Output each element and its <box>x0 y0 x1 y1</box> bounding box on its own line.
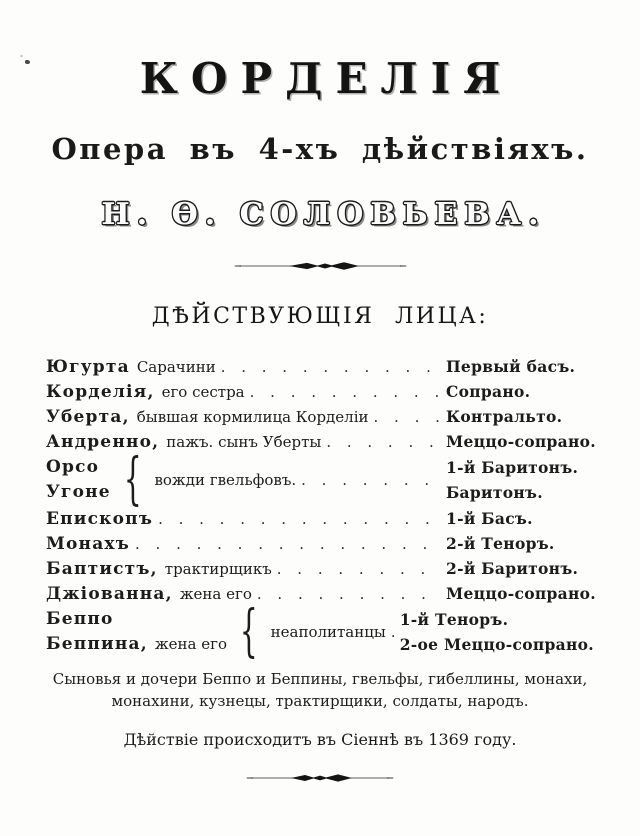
dot-leader <box>250 380 440 405</box>
voice-type: 1-й Баритонъ. <box>446 458 579 477</box>
opera-title: КОРДЕЛІЯ <box>139 54 514 103</box>
voice-type: Меццо-сопрано. <box>446 584 596 603</box>
character-name: Баптистъ, <box>46 559 158 579</box>
voice-type: 2-й Баритонъ. <box>446 559 579 578</box>
group-name-line <box>46 632 227 657</box>
voice-type: 1-й Теноръ. <box>399 610 509 629</box>
dot-leader <box>374 405 441 430</box>
voice-type: Контральто. <box>446 407 563 426</box>
voice-type: Первый басъ. <box>446 357 576 376</box>
group-brace-icon <box>115 455 151 505</box>
character-name: Корделія, <box>46 382 155 402</box>
dot-leader <box>326 430 440 455</box>
cast-group-beppo-beppina <box>46 606 594 658</box>
voice-type: 2-й Теноръ. <box>446 534 555 553</box>
composer-name: Н. Ѳ. СОЛОВЬЕВА. <box>101 197 546 232</box>
group-name-line <box>46 480 111 505</box>
character-name: Беппина, <box>46 634 148 654</box>
group-brace-icon <box>231 607 267 657</box>
character-desc: жена его <box>154 635 227 653</box>
setting-note: Дѣйствіе происходитъ въ Сіеннѣ въ 1369 году. <box>123 730 517 749</box>
ensemble-note: Сыновья и дочери Беппо и Беппины, гвельфы, гибеллины, монахи, монахини, кузнецы, трактирщики, солдаты, народъ. <box>52 670 588 710</box>
dot-leader <box>257 582 440 607</box>
character-name: Монахъ <box>46 534 130 554</box>
character-desc: жена его <box>179 585 252 603</box>
scan-speck-faint <box>20 55 23 57</box>
dot-leader <box>301 471 440 489</box>
character-desc: бывшая кормилица Корделіи <box>136 408 369 426</box>
divider-rule-icon <box>245 772 395 784</box>
group-voices <box>400 607 594 657</box>
group-names <box>46 607 227 657</box>
voice-type: 1-й Басъ. <box>446 509 533 528</box>
group-names <box>46 455 111 505</box>
voice-type: Баритонъ. <box>446 483 543 502</box>
character-desc: пажъ. сынъ Уберты <box>166 433 322 451</box>
scan-speck <box>25 60 30 64</box>
ornamental-divider-bottom <box>0 772 640 784</box>
voice-type: 2-ое Меццо-сопрано. <box>399 635 594 654</box>
character-name: Угоне <box>46 482 111 502</box>
character-name: Уберта, <box>46 407 130 427</box>
voice-type: Сопрано. <box>446 382 531 401</box>
group-label-wrap <box>269 623 400 641</box>
character-desc: трактирщикъ <box>164 560 272 578</box>
ornamental-divider-top <box>0 260 640 272</box>
character-name: Орсо <box>46 457 100 477</box>
cast-group-orso-ugone <box>46 454 594 506</box>
cast-row-monakh <box>46 531 594 556</box>
cast-row-kordeliya <box>46 379 594 404</box>
group-name-line <box>46 455 111 480</box>
cast-heading: ДѢЙСТВУЮЩІЯ ЛИЦА: <box>151 304 489 329</box>
group-name-line <box>46 607 227 632</box>
group-voices <box>446 455 594 505</box>
dot-leader <box>391 623 394 641</box>
character-name: Андренно, <box>46 432 160 452</box>
cast-row-uberta <box>46 404 594 429</box>
cast-row-baptist <box>46 556 594 581</box>
dot-leader <box>158 507 440 532</box>
character-name: Беппо <box>46 609 114 629</box>
character-desc: Сарачини <box>136 358 216 376</box>
character-name: Югурта <box>46 357 130 377</box>
divider-rule-icon <box>233 260 408 272</box>
character-name: Епископъ <box>46 509 154 529</box>
dot-leader <box>277 557 440 582</box>
group-label: неаполитанцы <box>270 623 386 641</box>
group-label-wrap <box>152 471 446 489</box>
cast-row-yugurta <box>46 354 594 379</box>
voice-type: Меццо-сопрано. <box>446 432 596 451</box>
group-label: вожди гвельфовъ. <box>154 471 297 489</box>
opera-subtitle: Опера въ 4-хъ дѣйствіяхъ. <box>51 132 589 166</box>
dot-leader <box>221 355 440 380</box>
character-name: Джіованна, <box>46 584 173 604</box>
character-desc: его сестра <box>161 383 245 401</box>
cast-list <box>46 354 594 658</box>
dot-leader <box>135 532 440 557</box>
cast-row-dzhiovanna <box>46 581 594 606</box>
